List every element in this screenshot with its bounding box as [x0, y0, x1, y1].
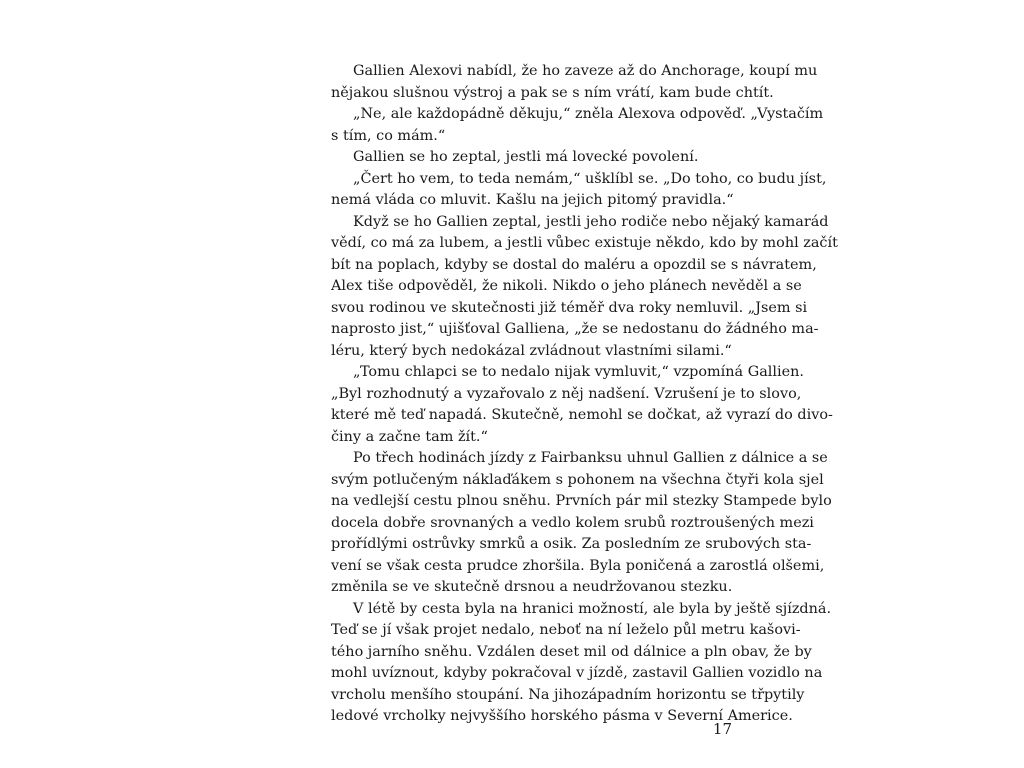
text-line: ledové vrcholky nejvyššího horského pásma v Severní Americe.: [331, 708, 793, 724]
text-line: vědí, co má za lubem, a jestli vůbec existuje někdo, kdo by mohl začít: [331, 235, 838, 251]
text-line: Teď se jí však projet nedalo, neboť na ní leželo půl metru kašovi-: [331, 622, 801, 638]
text-line: léru, který bych nedokázal zvládnout vlastními silami.“: [331, 342, 732, 359]
text-line: nějakou slušnou výstroj a pak se s ním vrátí, kam bude chtít.: [331, 84, 774, 101]
text-line: bít na poplach, kdyby se dostal do maléru a opozdil se s návratem,: [331, 256, 817, 273]
text-line: činy a začne tam žít.“: [331, 428, 488, 445]
text-line: „Ne, ale každopádně děkuju,“ zněla Alexova odpověď. „Vystačím: [353, 106, 824, 122]
text-line: Alex tiše odpověděl, že nikoli. Nikdo o jeho plánech nevěděl a se: [331, 278, 802, 294]
text-line: „Tomu chlapci se to nedalo nijak vymluvit,“ vzpomíná Gallien.: [353, 364, 804, 380]
text-line: docela dobře srovnaných a vedlo kolem srubů roztroušených mezi: [331, 514, 814, 531]
text-line: vrcholu menšího stoupání. Na jihozápadním horizontu se třpytily: [331, 686, 805, 703]
text-line: „Čert ho vem, to teda nemám,“ ušklíbl se. „Do toho, co budu jíst,: [353, 170, 827, 187]
text-line: Gallien Alexovi nabídl, že ho zaveze až do Anchorage, koupí mu: [353, 63, 818, 79]
text-line: s tím, co mám.“: [331, 127, 446, 144]
text-line: Po třech hodinách jízdy z Fairbanksu uhnul Gallien z dálnice a se: [353, 450, 828, 466]
text-line: prořídlými ostrůvky smrků a osik. Za posledním ze srubových sta-: [331, 536, 812, 552]
text-line: naprosto jist,“ ujišťoval Galliena, „že se nedostanu do žádného ma-: [331, 321, 819, 337]
text-line: vení se však cesta prudce zhoršila. Byla poničená a zarostlá olšemi,: [331, 557, 825, 574]
text-line: „Byl rozhodnutý a vyzařovalo z něj nadšení. Vzrušení je to slovo,: [331, 385, 802, 402]
text-line: V létě by cesta byla na hranici možností, ale byla by ještě sjízdná.: [353, 600, 832, 617]
page-number: 17: [712, 720, 732, 738]
text-line: mohl uvíznout, kdyby pokračoval v jízdě, zastavil Gallien vozidlo na: [331, 665, 823, 681]
text-line: tého jarního sněhu. Vzdálen deset mil od dálnice a pln obav, že by: [331, 643, 812, 660]
text-line: svým potlučeným náklaďákem s pohonem na všechna čtyři kola sjel: [331, 471, 824, 488]
text-line: na vedlejší cestu plnou sněhu. Prvních pár mil stezky Stampede bylo: [331, 493, 832, 509]
body-text: [331, 61, 838, 728]
text-line: svou rodinou ve skutečnosti již téměř dva roky nemluvil. „Jsem si: [331, 299, 808, 316]
text-line: které mě teď napadá. Skutečně, nemohl se dočkat, až vyrazí do divo-: [331, 407, 833, 423]
text-line: Když se ho Gallien zeptal, jestli jeho rodiče nebo nějaký kamarád: [353, 213, 829, 230]
text-line: Gallien se ho zeptal, jestli má lovecké povolení.: [353, 149, 699, 165]
text-line: nemá vláda co mluvit. Kašlu na jejich pitomý pravidla.“: [331, 192, 734, 208]
text-line: změnila se ve skutečně drsnou a neudržovanou stezku.: [331, 579, 733, 595]
